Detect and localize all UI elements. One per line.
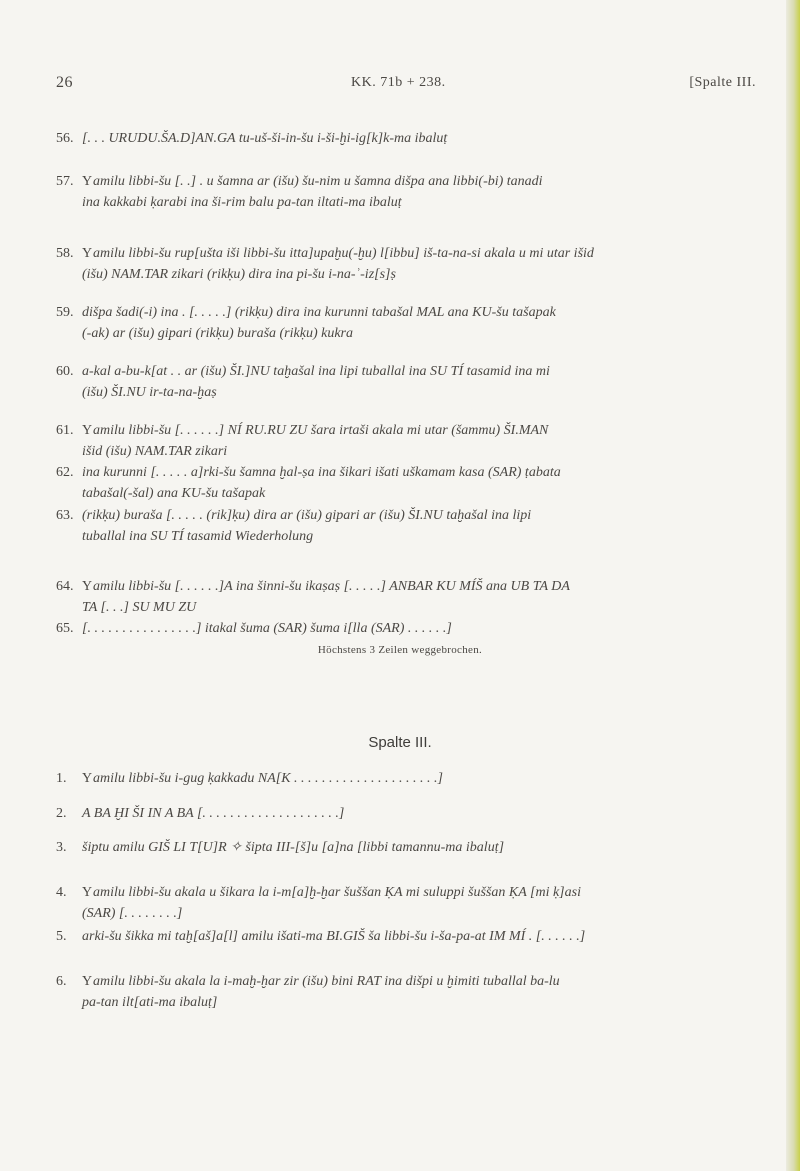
line-62: 62. ina kurunni [. . . . . a]rki-šu šamna ḫal-ṣa ina šikari išati uškamam kasa (SAR) ṭabata	[56, 465, 561, 480]
line-59: 59. dišpa šadi(-i) ina . [. . . . .] (rikḳu) dira ina kurunni tabašal MAL ana KU-šu tašapak	[56, 305, 556, 320]
line-marker-icon: Y	[82, 174, 93, 189]
line-63-cont: tuballal ina SU TÍ tasamid Wiederholung	[82, 529, 314, 544]
tablet-reference: KK. 71b + 238.	[351, 75, 446, 90]
line-61: 61. Yamilu libbi-šu [. . . . . .] NÍ RU.RU ZU šara irtaši akala mi utar (šammu) ŠI.MAN	[56, 420, 762, 441]
line-65: 65. [. . . . . . . . . . . . . . . .] itakal šuma (SAR) šuma i[lla (SAR) . . . . . .]	[56, 621, 452, 636]
column-label: [Spalte III.	[689, 75, 756, 90]
line-63: 63. (rikḳu) buraša [. . . . . (rik]ḳu) dira ar (išu) gipari ar (išu) ŠI.NU taḫašal ina lipi	[56, 508, 532, 523]
line-marker-icon: Y	[82, 771, 93, 786]
line-marker-icon: Y	[82, 974, 93, 989]
line-marker-icon: Y	[82, 885, 93, 900]
line-60-cont: (išu) ŠI.NU ir-ta-na-ḫaṣ	[82, 385, 217, 400]
line-marker-icon: Y	[82, 579, 93, 594]
line-3-4-cont: (SAR) [. . . . . . . .]	[82, 906, 183, 921]
line-marker-icon: Y	[82, 423, 93, 438]
line-3-4: 4. Yamilu libbi-šu akala u šikara la i-m[a]ḫ-ḫar šuššan ḲA mi suluppi šuššan ḲA [mi ḳ]asi	[56, 882, 762, 903]
line-64: 64. Yamilu libbi-šu [. . . . . .]A ina šinni-šu ikaṣaṣ [. . . . .] ANBAR KU MÍŠ ana UB TA DA	[56, 576, 762, 597]
section-heading: Spalte III.	[368, 734, 432, 751]
page-edge-stain	[786, 0, 800, 1171]
line-3-6: 6. Yamilu libbi-šu akala la i-maḫ-ḫar zir (išu) bini RAT ina dišpi u ḫimiti tuballal ba-lu	[56, 971, 762, 992]
line-57: 57. Yamilu libbi-šu [. .] . u šamna ar (išu) šu-nim u šamna dišpa ana libbi(-bi) tanadi	[56, 171, 762, 192]
line-3-5: 5. arki-šu šikka mi taḫ[aš]a[l] amilu išati-ma BI.GIŠ ša libbi-šu i-ša-pa-at IM MÍ . [. . . . . .]	[56, 929, 586, 944]
page-header	[56, 74, 756, 98]
line-60: 60. a-kal a-bu-k[at . . ar (išu) ŠI.]NU taḫašal ina lipi tuballal ina SU TÍ tasamid ina mi	[56, 364, 550, 379]
line-3-3: 3. šiptu amilu GIŠ LI T[U]R ✧ šipta III-[š]u [a]na [libbi tamannu-ma ibaluṭ]	[56, 840, 505, 855]
line-marker-icon: Y	[82, 246, 93, 261]
line-57-cont: ina kakkabi ḳarabi ina ši-rim balu pa-tan iltati-ma ibaluṭ	[82, 195, 402, 210]
line-56: 56. [. . . URUDU.ŠA.D]AN.GA tu-uš-ši-in-šu i-ši-ḫi-ig[k]k-ma ibaluṭ	[56, 131, 448, 146]
page-number: 26	[56, 74, 73, 91]
gap-note: Höchstens 3 Zeilen weggebrochen.	[317, 644, 483, 656]
line-3-2: 2. A BA ḪI ŠI IN A BA [. . . . . . . . . . . . . . . . . . . .]	[56, 806, 345, 821]
line-58: 58. Yamilu libbi-šu rup[ušta iši libbi-šu itta]upaḫu(-ḫu) l[ibbu] iš-ta-na-si akala u mi utar išid	[56, 243, 762, 264]
line-62-cont: tabašal(-šal) ana KU-šu tašapak	[82, 486, 266, 501]
line-3-6-cont: pa-tan ilt[ati-ma ibaluṭ]	[82, 995, 218, 1010]
line-64-cont: TA [. . .] SU MU ZU	[82, 600, 197, 615]
line-61-cont: išid (išu) NAM.TAR zikari	[82, 444, 228, 459]
line-58-cont: (išu) NAM.TAR zikari (rikḳu) dira ina pi-šu i-na-ʾ-iz[s]ṣ	[82, 267, 396, 282]
line-3-1: 1. Yamilu libbi-šu i-gug ḳakkadu NA[K . . . . . . . . . . . . . . . . . . . . .]	[56, 768, 762, 789]
line-59-cont: (-ak) ar (išu) gipari (rikḳu) buraša (rikḳu) kukra	[82, 326, 353, 341]
